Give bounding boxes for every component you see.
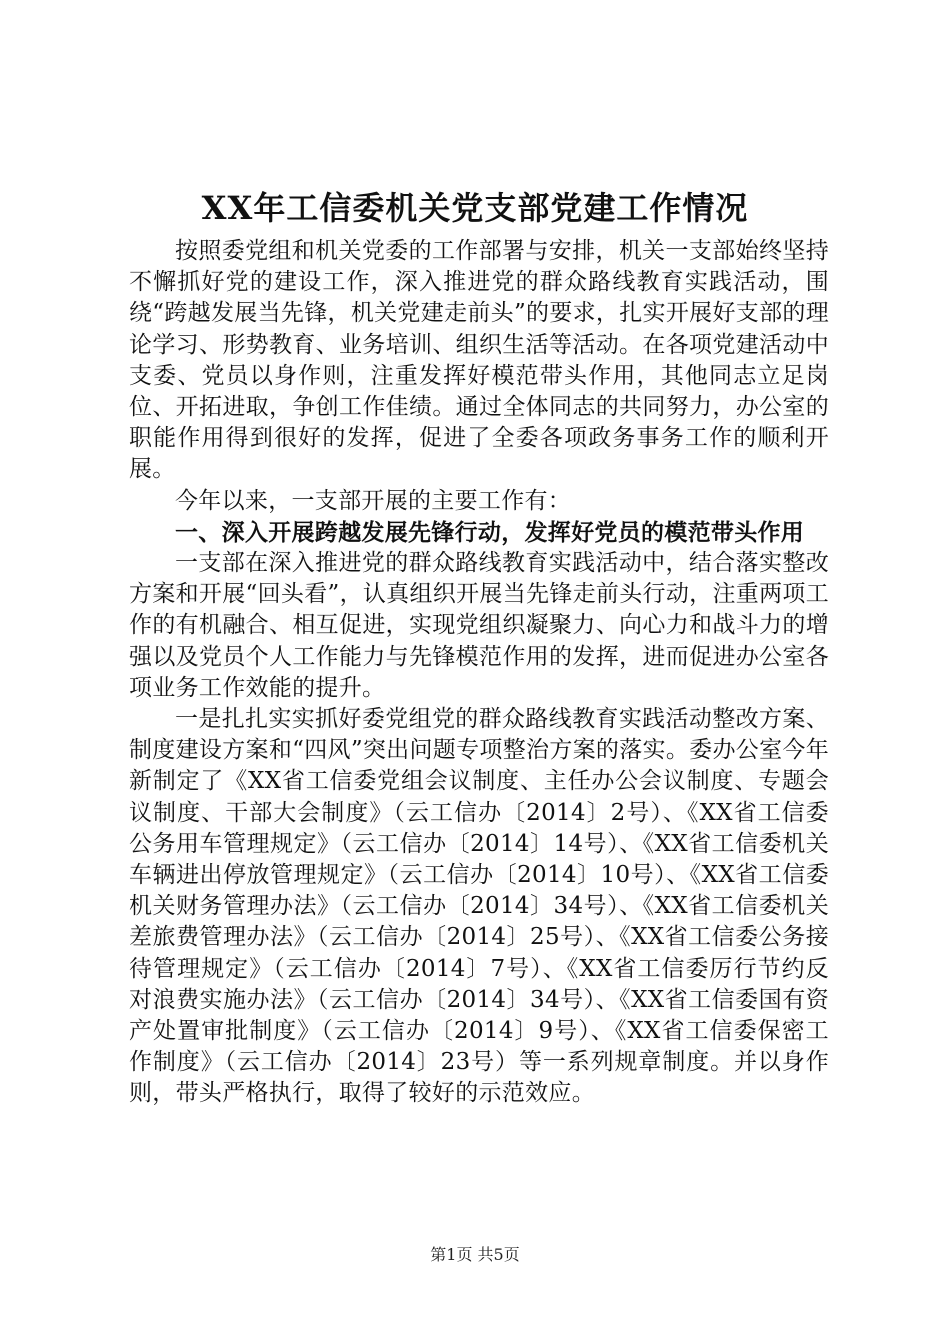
paragraph-intro: 按照委党组和机关党委的工作部署与安排，机关一支部始终坚持不懈抓好党的建设工作，深入推进党的群众路线教育实践活动，围绕“跨越发展当先锋，机关党建走前头”的要求，扎实开展好支部的理论学习、形势教育、业务培训、组织生活等活动。在各项党建活动中支委、党员以身作则，注重发挥好模范带头作用，其他同志立足岗位、开拓进取，争创工作佳绩。通过全体同志的共同努力，办公室的职能作用得到很好的发挥，促进了全委各项政务事务工作的顺利开展。 <box>129 238 829 483</box>
document-title: XX年工信委机关党支部党建工作情况 <box>201 189 749 227</box>
page-footer: 第1页 共5页 <box>430 1245 520 1264</box>
paragraph-summary-lead: 今年以来，一支部开展的主要工作有： <box>175 487 572 514</box>
section-heading-1: 一、深入开展跨越发展先锋行动，发挥好党员的模范带头作用 <box>175 518 805 546</box>
paragraph-section-1: 一支部在深入推进党的群众路线教育实践活动中，结合落实整改方案和开展“回头看”，认真组织开展当先锋走前头行动，注重两项工作的有机融合、相互促进，实现党组织凝聚力、向心力和战斗力的增强以及党员个人工作能力与先锋模范作用的发挥，进而促进办公室各项业务工作效能的提升。 <box>129 550 829 701</box>
document-body <box>129 236 829 1110</box>
paragraph-section-1-item-1: 一是扎扎实实抓好委党组党的群众路线教育实践活动整改方案、制度建设方案和“四风”突出问题专项整治方案的落实。委办公室今年新制定了《XX省工信委党组会议制度、主任办公会议制度、专题会议制度、干部大会制度》（云工信办〔2014〕2号）、《XX省工信委公务用车管理规定》（云工信办〔2014〕14号）、《XX省工信委机关车辆进出停放管理规定》（云工信办〔2014〕10号）、《XX省工信委机关财务管理办法》（云工信办〔2014〕34号）、《XX省工信委机关差旅费管理办法》（云工信办〔2014〕25号）、《XX省工信委公务接待管理规定》（云工信办〔2014〕7号）、《XX省工信委厉行节约反对浪费实施办法》（云工信办〔2014〕34号）、《XX省工信委国有资产处置审批制度》（云工信办〔2014〕9号）、《XX省工信委保密工作制度》（云工信办〔2014〕23号）等一系列规章制度。并以身作则，带头严格执行，取得了较好的示范效应。 <box>129 706 829 1107</box>
